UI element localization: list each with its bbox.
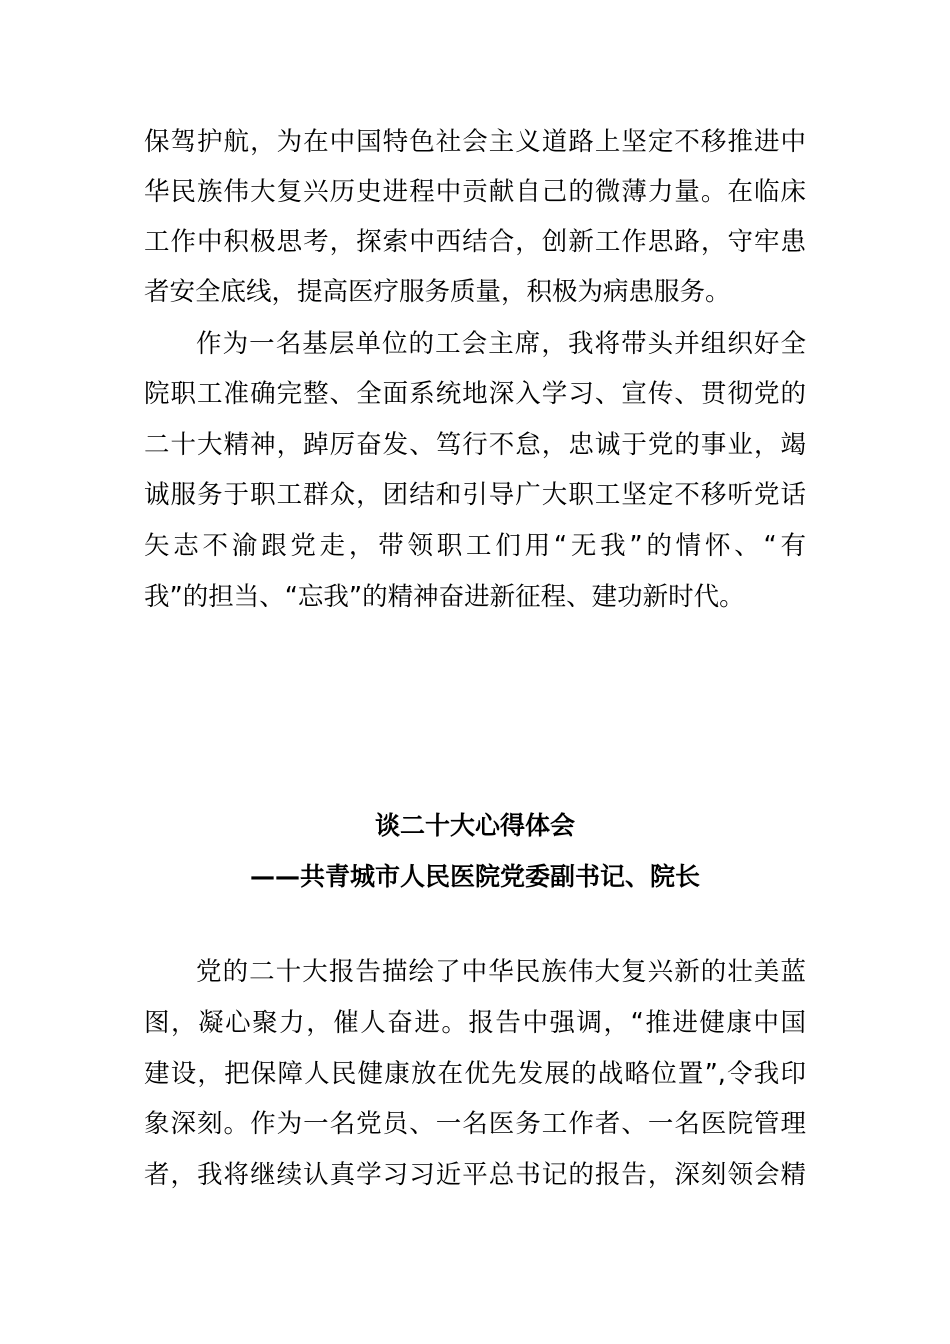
paragraph-line: 作为一名基层单位的工会主席，我将带头并组织好全 — [196, 329, 806, 359]
section-subtitle: ——共青城市人民医院党委副书记、院长 — [249, 862, 700, 891]
paragraph-line: 诚服务于职工群众，团结和引导广大职工坚定不移听党话 — [144, 480, 806, 510]
paragraph-line: 者，我将继续认真学习习近平总书记的报告，深刻领会精 — [144, 1160, 806, 1190]
paragraph-line: 建设，把保障人民健康放在优先发展的战略位置”,令我印 — [144, 1059, 806, 1089]
paragraph-line: 院职工准确完整、全面系统地深入学习、宣传、贯彻党的 — [144, 379, 806, 409]
paragraph-line: 图，凝心聚力，催人奋进。报告中强调，“推进健康中国 — [144, 1008, 806, 1038]
paragraph-line: 者安全底线，提高医疗服务质量，积极为病患服务。 — [144, 277, 731, 307]
paragraph-line: 党的二十大报告描绘了中华民族伟大复兴新的壮美蓝 — [196, 957, 806, 987]
paragraph-line: 二十大精神，踔厉奋发、笃行不怠，忠诚于党的事业，竭 — [144, 430, 806, 460]
paragraph-line: 矢志不渝跟党走，带领职工们用“无我”的情怀、“有 — [144, 531, 806, 561]
paragraph-line: 华民族伟大复兴历史进程中贡献自己的微薄力量。在临床 — [144, 177, 806, 207]
paragraph-line: 我”的担当、“忘我”的精神奋进新征程、建功新时代。 — [144, 582, 745, 612]
paragraph-line: 保驾护航，为在中国特色社会主义道路上坚定不移推进中 — [144, 127, 806, 157]
section-title: 谈二十大心得体会 — [374, 811, 575, 840]
paragraph-line: 工作中积极思考，探索中西结合，创新工作思路，守牢患 — [144, 227, 806, 257]
paragraph-line: 象深刻。作为一名党员、一名医务工作者、一名医院管理 — [144, 1109, 806, 1139]
